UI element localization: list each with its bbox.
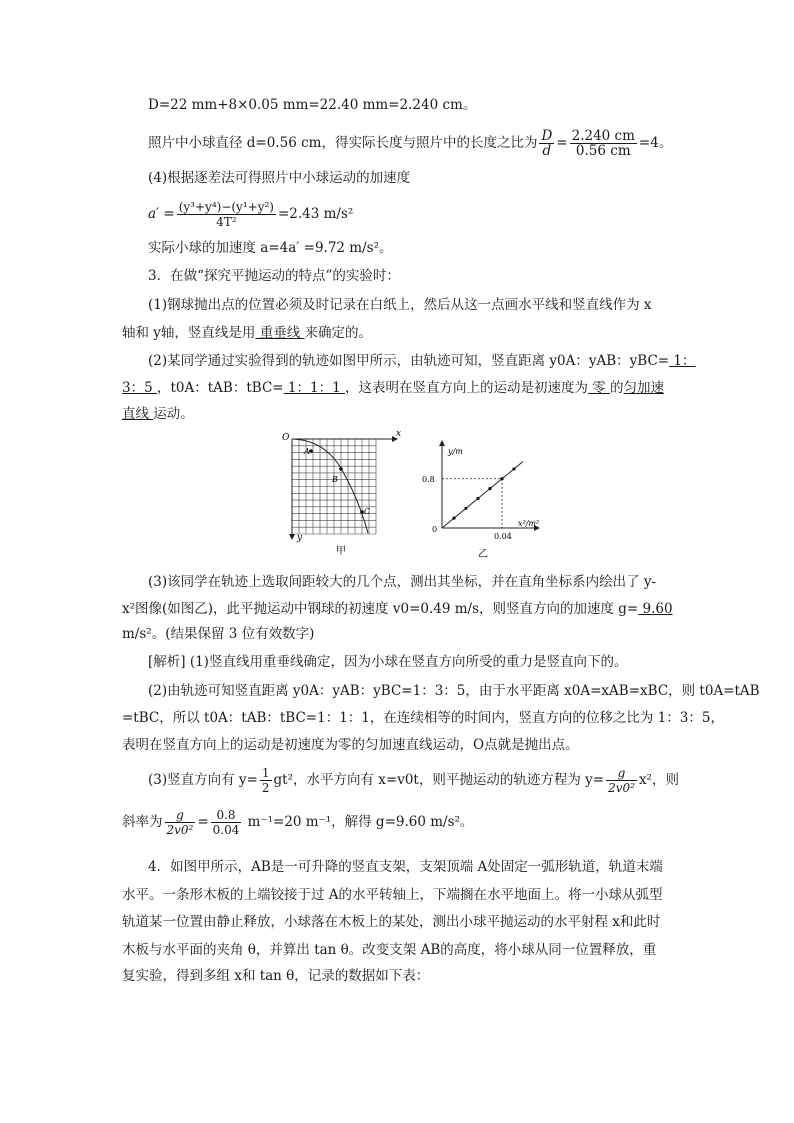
calc-line-d: D=22 mm+8×0.05 mm=22.40 mm=2.240 cm。 (148, 97, 477, 113)
ratio-val-den: 0.56 cm (575, 143, 631, 159)
q3-sub3-line1: (3)该同学在轨迹上选取间距较大的几个点，测出其坐标，并在直角坐标系内绘出了 y- (148, 574, 657, 590)
answer-blank-g: 9.60 (638, 601, 673, 617)
origin-label: O (282, 433, 290, 443)
frac-slope-val-num: 0.8 (211, 808, 242, 823)
figure-yi (414, 440, 554, 564)
frac-slope-den: 2v0² (166, 823, 194, 837)
q3-title: 3．在做“探究平抛运动的特点”的实验时： (148, 268, 400, 284)
analysis-5 (148, 763, 679, 797)
data-point (476, 497, 479, 500)
answer-blank-uniform-a: 匀加速 (623, 380, 665, 396)
q3-sub2-prefix: (2)某同学通过实验得到的轨迹如图甲所示，由轨迹可知，竖直距离 y0A：yAB：yBC= (148, 353, 670, 369)
q3-sub2-line3 (122, 404, 194, 424)
q3-sub2-line1 (148, 351, 696, 371)
q4-line2: 水平。一条形木板的上端铰接于过 A的水平转轴上，下端搁在水平地面上。将一小球从弧型 (122, 887, 663, 903)
analysis-6 (122, 805, 473, 839)
y-axis-arrow (439, 440, 445, 446)
ratio-line: 照片中小球直径 d=0.56 cm，得实际长度与照片中的长度之比为 $\frac{D}{d}$ = $\frac{2.240 cm}{0.56 cm}$ =4。 (148, 128, 673, 159)
caption-jia: 甲 (336, 546, 346, 557)
frac-slope-sym (165, 808, 196, 837)
analysis-6b: m⁻¹=20 m⁻¹，解得 g=9.60 m/s²。 (243, 814, 474, 830)
origin-label: 0 (432, 525, 438, 534)
accel-num: (y³+y⁴)−(y¹+y²) (178, 200, 274, 214)
frac-slope-val (211, 808, 242, 837)
q3-sub1-prefix: 轴和 y轴，竖直线是用 (122, 325, 256, 341)
data-point (500, 477, 503, 480)
analysis-6eq: = (197, 814, 209, 830)
caption-yi: 乙 (478, 549, 488, 560)
label-a: A (304, 447, 310, 456)
point-b (339, 467, 343, 471)
frac-g-2v2 (606, 766, 637, 795)
accel-formula (148, 196, 353, 232)
x-axis-label: x²/m² (518, 519, 540, 528)
q3-sub2-mid3: 的 (610, 380, 624, 396)
ratio-sym-fraction (539, 129, 554, 158)
analysis-1: [解析] (1)竖直线用重垂线确定，因为小球在竖直方向所受的重力是竖直向下的。 (148, 654, 628, 670)
q3-sub2-mid: ，t0A：tAB：tBC= (156, 380, 284, 396)
q3-sub1-suffix: 来确定的。 (304, 325, 373, 341)
figure-jia (280, 430, 400, 560)
data-point (464, 507, 467, 510)
ratio-sym-den: d (542, 143, 552, 159)
q3-sub3-line2 (122, 599, 673, 619)
answer-blank-ratio-a: 1： (669, 353, 696, 369)
y-axis-label: y/m (448, 447, 463, 456)
analysis-5b: gt²，水平方向有 x=v0t，则平抛运动的轨迹方程为 y= (273, 772, 605, 788)
frac-half-den: 2 (261, 781, 270, 795)
y-axis-arrow (289, 534, 295, 540)
actual-accel-line: 实际小球的加速度 a=4a′ =9.72 m/s²。 (148, 240, 393, 256)
label-b: B (332, 475, 338, 484)
q3-sub2-mid2: ，这表明在竖直方向上的运动是初速度为 (344, 380, 588, 396)
q4-line1: 4．如图甲所示，AB是一可升降的竖直支架，支架顶端 A处固定一弧形轨道，轨道末端 (148, 859, 663, 875)
frac-g-den: 2v0² (608, 781, 635, 795)
answer-blank-ratio-b: 3：5 (122, 380, 157, 396)
answer-blank-plumb: 重垂线 (255, 325, 305, 341)
frac-half (260, 766, 272, 795)
data-point (488, 487, 491, 490)
data-point (512, 467, 515, 470)
y-tick-label: 0.8 (422, 474, 435, 484)
y-label: y (297, 533, 303, 543)
accel-result: =2.43 m/s² (277, 206, 354, 222)
frac-slope-num: g (165, 808, 196, 823)
q3-sub1-line1: (1)钢球抛出点的位置必须及时记录在白纸上，然后从这一点画水平线和竖直线作为 x (148, 297, 652, 313)
step4-line: (4)根据逐差法可得照片中小球运动的加速度 (148, 170, 411, 186)
analysis-5a: (3)竖直方向有 y= (148, 772, 258, 788)
q4-line3: 轨道某一位置由静止释放，小球落在木板上的某处，测出小球平抛运动的水平射程 x和此时 (122, 914, 661, 930)
answer-blank-uniform-b: 直线 (122, 406, 154, 422)
data-point (452, 517, 455, 520)
q4-line5: 复实验，得到多组 x和 tan θ，记录的数据如下表： (122, 968, 430, 984)
q3-sub1-line2 (122, 323, 372, 343)
ratio-prefix: 照片中小球直径 d=0.56 cm，得实际长度与照片中的长度之比为 (148, 135, 538, 151)
q3-sub3-line3: m/s²。(结果保留 3 位有效数字) (122, 626, 315, 642)
x-tick-label: 0.04 (494, 532, 512, 541)
analysis-4: 表明在竖直方向上的运动是初速度为零的匀加速直线运动，O点就是抛出点。 (122, 737, 579, 753)
accel-fraction (177, 200, 276, 229)
ratio-result: =4。 (638, 135, 673, 151)
q3-sub2-line2 (122, 378, 664, 398)
q4-line4: 木板与水平面的夹角 θ，并算出 tan θ。改变支架 AB的高度，将小球从同一位置释放，重 (122, 942, 657, 958)
analysis-3: =tBC，所以 t0A：tAB：tBC=1：1：1，在连续相等的时间内，竖直方向的位移之比为 1：3：5， (122, 710, 724, 726)
q3-sub2-suffix: 运动。 (153, 406, 194, 422)
answer-blank-time: 1：1：1 (283, 380, 345, 396)
q3-sub3-prefix: x²图像(如图乙)，此平抛运动中钢球的初速度 v0=0.49 m/s，则竖直方向的加速度 g= (122, 601, 639, 617)
label-c: C (364, 507, 371, 516)
ratio-val-fraction (570, 129, 637, 158)
analysis-5c: x²，则 (638, 772, 679, 788)
frac-g-num: g (606, 766, 637, 781)
analysis-2: (2)由轨迹可知竖直距离 y0A：yAB：yBC=1：3：5，由于水平距离 x0A=xAB=xBC，则 t0A=tAB (148, 683, 760, 699)
accel-lhs: a′ = (148, 206, 175, 222)
analysis-6a: 斜率为 (122, 814, 163, 830)
frac-slope-val-den: 0.04 (212, 823, 240, 837)
ratio-val-num: 2.240 cm (571, 128, 635, 144)
ratio-sym-num: D (541, 128, 553, 144)
frac-half-num: 1 (261, 766, 270, 780)
answer-blank-zero: 零 (587, 380, 611, 396)
x-label: x (396, 429, 402, 439)
accel-den: 4T² (216, 215, 237, 229)
